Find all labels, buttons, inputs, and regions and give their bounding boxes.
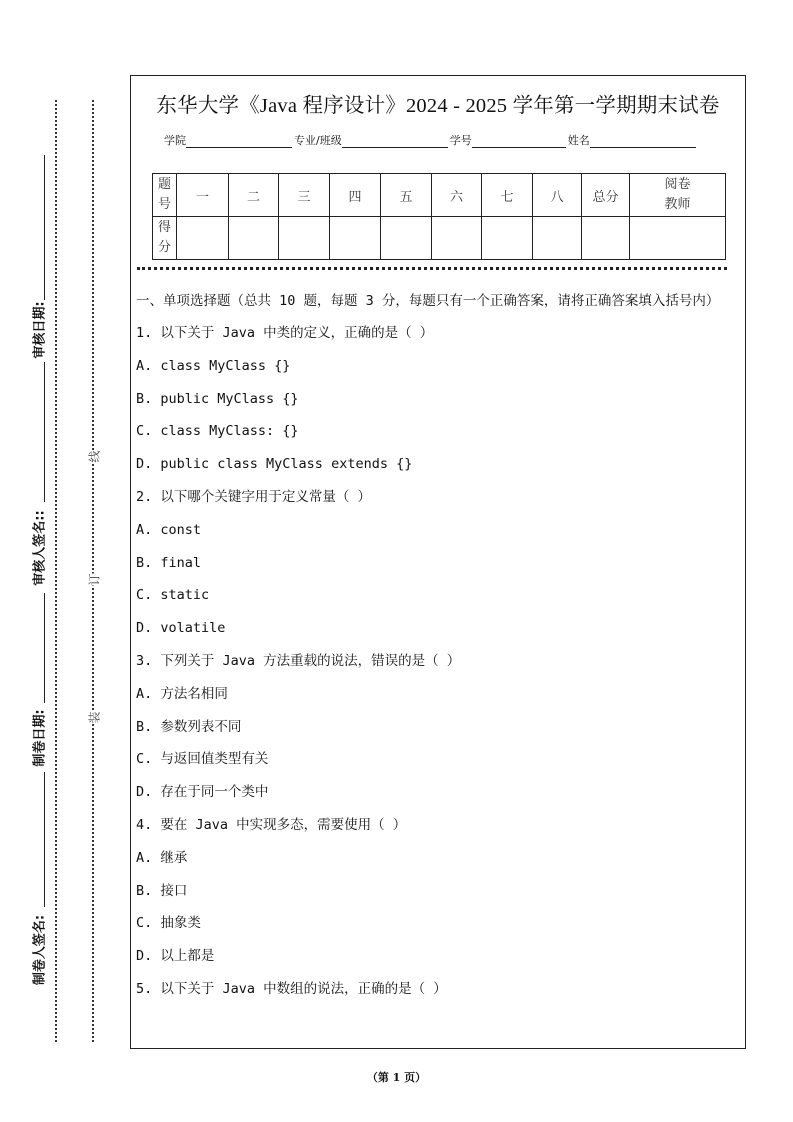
separator-dotted-line [137,267,727,270]
answer-option: A. 方法名相同 [136,685,228,702]
name-field[interactable] [590,134,696,148]
student-info [164,132,698,148]
section-heading: 一、单项选择题（总共 10 题，每题 3 分，每题只有一个正确答案，请将正确答案填入括号内） [136,293,720,309]
score-cell[interactable] [177,217,229,260]
table-cell: 题号 [153,174,177,217]
answer-option: B. 参数列表不同 [136,718,242,735]
answer-option: C. static [136,587,210,604]
score-cell[interactable] [630,217,726,260]
table-cell: 七 [482,174,533,217]
table-cell: 五 [381,174,432,217]
score-cell[interactable] [432,217,482,260]
table-cell: 三 [279,174,330,217]
question-text: 1. 以下关于 Java 中类的定义，正确的是（ ） [136,325,434,341]
question-text: 5. 以下关于 Java 中数组的说法，正确的是（ ） [136,980,447,997]
score-cell[interactable] [582,217,630,260]
table-cell: 二 [229,174,279,217]
score-cell[interactable] [533,217,582,260]
answer-option: B. public MyClass {} [136,390,299,407]
score-cell[interactable] [381,217,432,260]
answer-option: A. const [136,521,202,538]
major-label: 专业/班级 [294,134,342,147]
college-field[interactable] [186,134,292,148]
answer-option: C. 抽象类 [136,915,201,932]
answer-option: B. final [136,554,202,571]
score-cell[interactable] [279,217,330,260]
student-id-field[interactable] [472,134,566,148]
table-row [153,217,726,260]
exam-page [130,75,746,1049]
score-cell[interactable] [482,217,533,260]
table-cell: 阅卷教师 [630,174,726,217]
question-text: 3. 下列关于 Java 方法重载的说法，错误的是（ ） [136,652,461,669]
score-table [152,173,726,260]
review-date-label: 审核日期: [32,301,48,359]
score-cell[interactable] [229,217,279,260]
binding-dotted-line [92,100,94,1042]
table-cell: 得分 [153,217,177,260]
dotted-line [55,100,57,1042]
question-text: 4. 要在 Java 中实现多态，需要使用（ ） [136,816,407,833]
table-cell: 一 [177,174,229,217]
answer-option: D. 存在于同一个类中 [136,784,269,801]
table-cell: 总分 [582,174,630,217]
answer-option: C. 与返回值类型有关 [136,751,269,768]
paper-date-label: 制卷日期: [32,709,48,767]
table-cell: 八 [533,174,582,217]
table-row [153,174,726,217]
student-id-label: 学号 [449,134,472,147]
major-field[interactable] [342,134,448,148]
answer-option: D. volatile [136,620,226,637]
question-section [136,290,737,1009]
binding-mark: 订 [87,573,102,586]
answer-option: A. 继承 [136,849,188,866]
author-signature-label: 制卷人签名: [32,914,48,986]
score-cell[interactable] [330,217,381,260]
answer-option: B. 接口 [136,882,188,899]
page-title: 东华大学《Java 程序设计》2024 - 2025 学年第一学期期末试卷 [156,95,720,117]
table-cell: 四 [330,174,381,217]
signature-line [44,362,45,502]
signature-line [44,772,45,907]
answer-option: D. 以上都是 [136,948,215,965]
binding-mark: 装 [87,711,102,724]
reviewer-signature-label: 审核人签名:: [32,510,48,586]
signature-line [44,593,45,703]
answer-option: C. class MyClass: {} [136,423,299,440]
name-label: 姓名 [567,134,590,147]
question-text: 2. 以下哪个关键字用于定义常量（ ） [136,488,372,505]
table-cell: 六 [432,174,482,217]
college-label: 学院 [164,134,186,147]
binding-mark: 线 [87,450,102,463]
signature-line [44,155,45,300]
page-number: （第 1 页） [366,1071,427,1084]
answer-option: D. public class MyClass extends {} [136,456,413,473]
answer-option: A. class MyClass {} [136,357,291,374]
